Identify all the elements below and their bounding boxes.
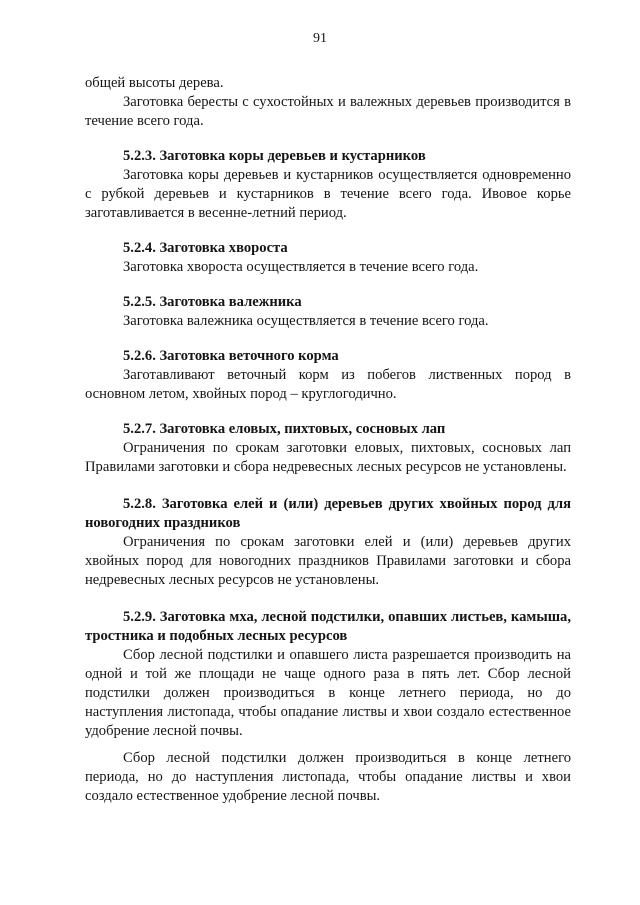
document-body xyxy=(85,74,571,806)
section-heading: 5.2.5. Заготовка валежника xyxy=(123,294,302,310)
section-heading: 5.2.3. Заготовка коры деревьев и кустарников xyxy=(123,148,426,164)
section-5-2-4 xyxy=(85,239,571,277)
section-5-2-7 xyxy=(85,420,571,477)
section-heading: 5.2.8. Заготовка елей и (или) деревьев других хвойных пород для новогодних праздников xyxy=(85,496,571,531)
section-5-2-9 xyxy=(85,608,571,806)
section-paragraph: Сбор лесной подстилки должен производиться в конце летнего периода, но до наступления листопада, чтобы опадание листвы и хвои создало естественное удобрение лесной почвы. xyxy=(85,750,571,804)
birch-bark-paragraph: Заготовка бересты с сухостойных и валежных деревьев производится в течение всего года. xyxy=(85,94,571,129)
page-number: 91 xyxy=(313,31,327,46)
section-paragraph: Заготовка хвороста осуществляется в течение всего года. xyxy=(123,259,479,275)
section-paragraph: Ограничения по срокам заготовки елей и (или) деревьев других хвойных пород для новогодних праздников Правилами заготовки и сбора недревесных лесных ресурсов не установлены. xyxy=(85,534,571,588)
section-5-2-8 xyxy=(85,495,571,590)
section-paragraph: Сбор лесной подстилки и опавшего листа разрешается производить на одной и той же площади не чаще одного раза в пять лет. Сбор лесной подстилки должен производиться в конце летнего периода, но до наступления листопада, чтобы опадание листвы и хвои создало естественное удобрение лесной почвы. xyxy=(85,647,571,739)
section-heading: 5.2.7. Заготовка еловых, пихтовых, сосновых лап xyxy=(123,421,446,437)
section-heading: 5.2.9. Заготовка мха, лесной подстилки, опавших листьев, камыша, тростника и подобных лесных ресурсов xyxy=(85,609,571,644)
section-paragraph: Заготовка коры деревьев и кустарников осуществляется одновременно с рубкой деревьев и кустарников в течение всего года. Ивовое корье заготавливается в весенне-летний период. xyxy=(85,167,571,221)
section-5-2-6 xyxy=(85,347,571,404)
section-paragraph: Заготовка валежника осуществляется в течение всего года. xyxy=(123,313,489,329)
section-5-2-3 xyxy=(85,147,571,223)
section-5-2-5 xyxy=(85,293,571,331)
section-paragraph: Заготавливают веточный корм из побегов лиственных пород в основном летом, хвойных пород – круглогодично. xyxy=(85,367,571,402)
section-heading: 5.2.4. Заготовка хвороста xyxy=(123,240,288,256)
continuation-text: общей высоты дерева. xyxy=(85,75,224,91)
section-heading: 5.2.6. Заготовка веточного корма xyxy=(123,348,339,364)
section-paragraph: Ограничения по срокам заготовки еловых, пихтовых, сосновых лап Правилами заготовки и сбора недревесных лесных ресурсов не установлены. xyxy=(85,440,571,475)
